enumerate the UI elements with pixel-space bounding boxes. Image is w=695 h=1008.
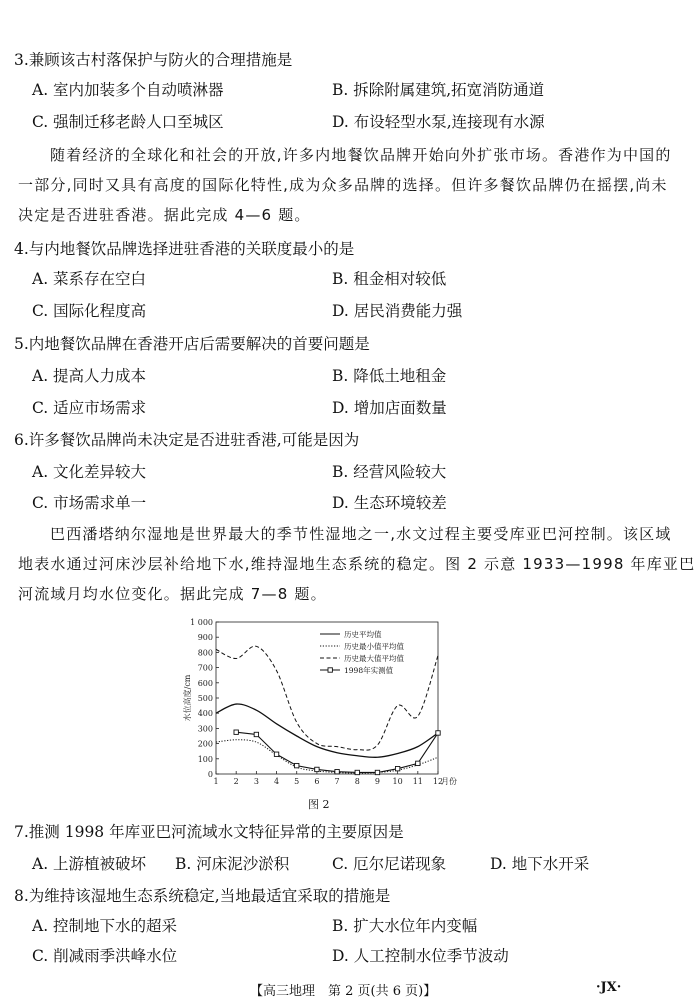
q3-option-d: D. 布设轻型水泵,连接现有水源 <box>332 113 545 131</box>
q6-stem: 6.许多餐饮品牌尚未决定是否进驻香港,可能是因为 <box>14 431 360 449</box>
data-point-1998 <box>315 767 319 771</box>
y-tick-label: 300 <box>197 724 213 734</box>
series-line-dotted <box>216 740 438 773</box>
q3-stem: 3.兼顾该古村落保护与防火的合理措施是 <box>14 51 293 69</box>
y-tick-label: 400 <box>197 709 213 719</box>
q4-option-c: C. 国际化程度高 <box>32 302 147 320</box>
water-level-chart <box>180 612 457 794</box>
y-tick-label: 0 <box>207 770 213 779</box>
legend-label: 历史最小值平均值 <box>344 642 404 651</box>
x-tick-label: 3 <box>253 777 259 786</box>
q6-option-d: D. 生态环境较差 <box>332 494 447 512</box>
passage-2-line: 巴西潘塔纳尔湿地是世界最大的季节性湿地之一,水文过程主要受库亚巴河控制。该区域 <box>50 525 672 543</box>
q4-option-a: A. 菜系存在空白 <box>32 270 147 288</box>
data-point-1998 <box>274 752 278 756</box>
legend-label: 1998年实测值 <box>344 666 394 675</box>
x-tick-label: 1 <box>213 777 219 786</box>
y-tick-label: 200 <box>197 739 213 749</box>
y-tick-label: 700 <box>197 663 213 673</box>
x-tick-label: 2 <box>233 777 239 786</box>
data-point-1998 <box>436 731 440 735</box>
q8-option-d: D. 人工控制水位季节波动 <box>332 947 509 965</box>
data-point-1998 <box>395 766 399 770</box>
q8-option-c: C. 削减雨季洪峰水位 <box>32 947 178 965</box>
q4-option-b: B. 租金相对较低 <box>332 270 447 288</box>
q8-stem: 8.为维持该湿地生态系统稳定,当地最适宜采取的措施是 <box>14 887 391 905</box>
passage-1-line: 一部分,同时又具有高度的国际化特性,成为众多品牌的选择。但许多餐饮品牌仍在摇摆,尚未 <box>18 176 668 194</box>
q7-stem: 7.推测 1998 年库亚巴河流域水文特征异常的主要原因是 <box>14 823 404 841</box>
data-point-1998 <box>355 770 359 774</box>
q6-option-b: B. 经营风险较大 <box>332 463 447 481</box>
q7-option-a: A. 上游植被破坏 <box>32 855 147 873</box>
y-tick-label: 100 <box>197 754 213 764</box>
data-point-1998 <box>254 732 258 736</box>
series-line-dashed <box>216 646 438 750</box>
y-tick-label: 500 <box>197 694 213 703</box>
x-tick-label: 12 <box>432 777 444 786</box>
figure-caption: 图 2 <box>308 798 330 811</box>
x-tick-label: 6 <box>314 777 320 786</box>
page-footer: 【高三地理 第 2 页(共 6 页)】 <box>250 984 437 999</box>
q5-option-b: B. 降低土地租金 <box>332 367 447 385</box>
q5-stem: 5.内地餐饮品牌在香港开店后需要解决的首要问题是 <box>14 335 370 353</box>
q7-option-d: D. 地下水开采 <box>490 855 590 873</box>
q5-option-d: D. 增加店面数量 <box>332 399 447 417</box>
data-point-1998 <box>295 763 299 767</box>
legend-label: 历史平均值 <box>344 630 382 639</box>
y-axis-label: 水位高度/cm <box>183 674 192 722</box>
x-tick-label: 9 <box>374 777 381 786</box>
q4-stem: 4.与内地餐饮品牌选择进驻香港的关联度最小的是 <box>14 240 355 258</box>
q8-option-a: A. 控制地下水的超采 <box>32 917 178 935</box>
y-tick-label: 900 <box>197 633 213 643</box>
x-tick-label: 8 <box>354 777 360 786</box>
data-point-1998 <box>416 761 420 765</box>
passage-1-line: 决定是否进驻香港。据此完成 4—6 题。 <box>18 206 311 224</box>
y-tick-label: 600 <box>197 678 213 688</box>
q4-option-d: D. 居民消费能力强 <box>332 302 463 320</box>
q7-option-b: B. 河床泥沙淤积 <box>175 855 290 873</box>
x-tick-label: 11 <box>412 777 423 786</box>
y-tick-label: 1 000 <box>190 618 213 627</box>
legend-label: 历史最大值平均值 <box>344 654 404 663</box>
passage-2-line: 地表水通过河床沙层补给地下水,维持湿地生态系统的稳定。图 2 示意 1933—1998 年库亚巴 <box>18 555 695 573</box>
data-point-1998 <box>234 730 238 734</box>
footer-code: ·JX· <box>596 980 622 995</box>
x-tick-label: 4 <box>273 777 280 786</box>
q3-option-b: B. 拆除附属建筑,拓宽消防通道 <box>332 81 545 99</box>
x-tick-label: 5 <box>294 777 300 786</box>
q3-option-a: A. 室内加装多个自动喷淋器 <box>32 81 224 99</box>
data-point-1998 <box>375 770 379 774</box>
legend-marker <box>328 668 332 672</box>
q5-option-a: A. 提高人力成本 <box>32 367 147 385</box>
x-axis-label: 月份 <box>441 777 457 786</box>
x-tick-label: 10 <box>392 777 403 786</box>
series-line-solid <box>216 704 438 757</box>
x-tick-label: 7 <box>334 777 340 786</box>
q7-option-c: C. 厄尔尼诺现象 <box>332 855 447 873</box>
data-point-1998 <box>335 770 339 774</box>
q6-option-a: A. 文化差异较大 <box>32 463 147 481</box>
y-tick-label: 800 <box>197 648 213 658</box>
q5-option-c: C. 适应市场需求 <box>32 399 147 417</box>
q8-option-b: B. 扩大水位年内变幅 <box>332 917 478 935</box>
passage-1-line: 随着经济的全球化和社会的开放,许多内地餐饮品牌开始向外扩张市场。香港作为中国的 <box>50 146 672 164</box>
q3-option-c: C. 强制迁移老龄人口至城区 <box>32 113 224 131</box>
passage-2-line: 河流域月均水位变化。据此完成 7—8 题。 <box>18 585 327 603</box>
q6-option-c: C. 市场需求单一 <box>32 494 147 512</box>
